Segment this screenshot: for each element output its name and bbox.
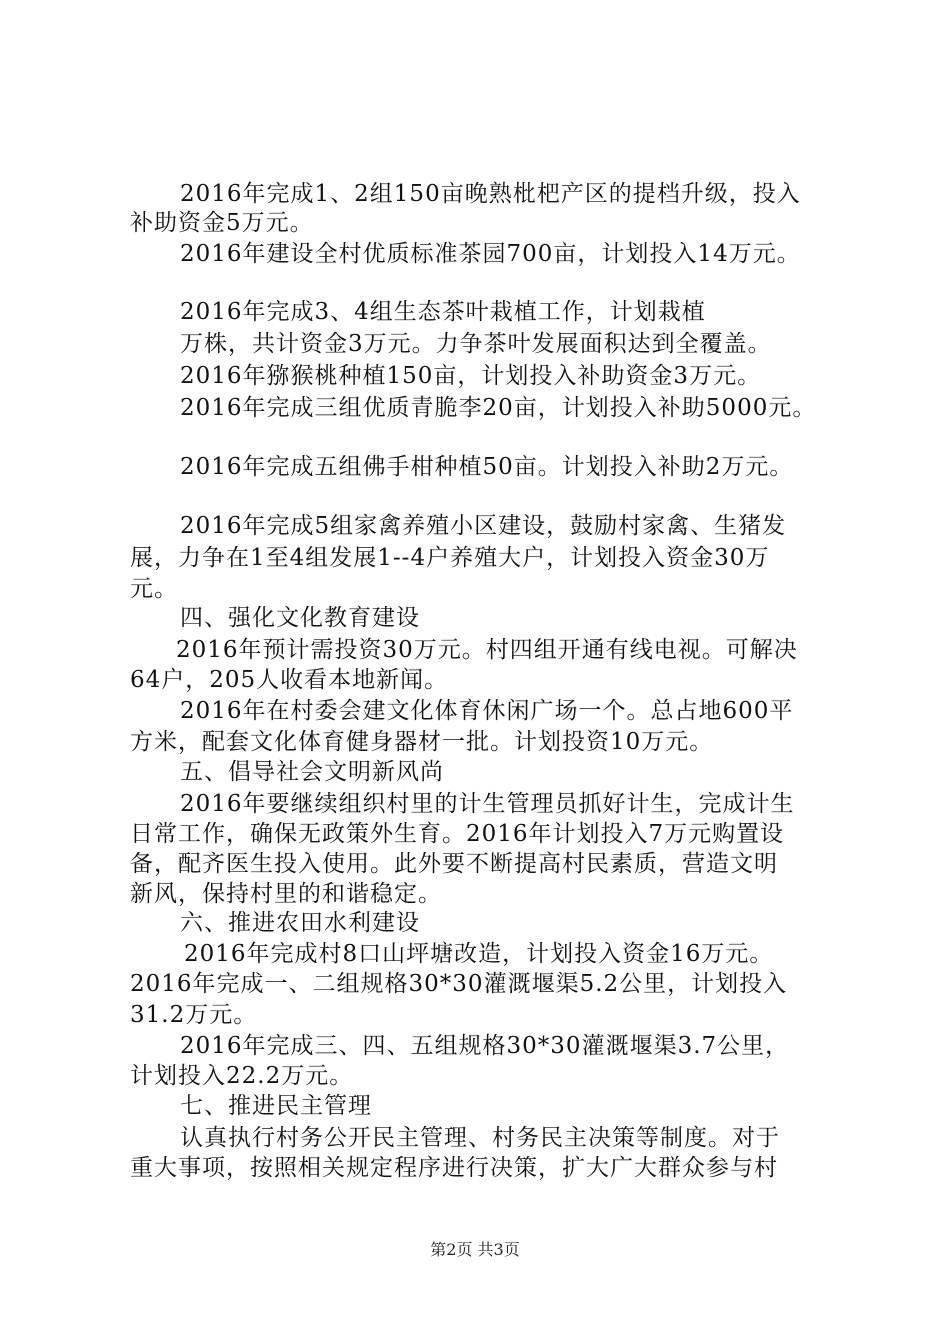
text-line: 2016年要继续组织村里的计生管理员抓好计生，完成计生 [180, 791, 795, 817]
text-line: 2016年完成5组家禽养殖小区建设，鼓励村家禽、生猪发 [180, 513, 787, 539]
text-line: 计划投入22.2万元。 [130, 1063, 354, 1089]
section-heading: 四、强化文化教育建设 [180, 605, 420, 631]
text-line: 日常工作，确保无政策外生育。2016年计划投入7万元购置设 [130, 821, 785, 847]
text-line: 2016年建设全村优质标准茶园700亩，计划投入14万元。 [180, 241, 801, 267]
text-line: 万株，共计资金3万元。力争茶叶发展面积达到全覆盖。 [180, 331, 772, 357]
text-line: 2016年完成三、四、五组规格30*30灌溉堰渠3.7公里， [180, 1033, 790, 1059]
text-line: 2016年完成1、2组150亩晚熟枇杷产区的提档升级，投入 [180, 181, 801, 207]
section-heading: 五、倡导社会文明新风尚 [180, 759, 444, 785]
text-line: 补助资金5万元。 [130, 210, 314, 236]
text-line: 2016年完成一、二组规格30*30灌溉堰渠5.2公里，计划投入 [130, 971, 788, 997]
text-line: 方米，配套文化体育健身器材一批。计划投资10万元。 [130, 729, 714, 755]
text-line: 2016年在村委会建文化体育休闲广场一个。总占地600平 [180, 698, 794, 724]
text-line: 64户，205人收看本地新闻。 [130, 667, 449, 693]
page-footer: 第2页 共3页 [430, 1240, 520, 1259]
text-line: 2016年完成村8口山坪塘改造，计划投入资金16万元。 [184, 941, 774, 967]
text-line: 2016年预计需投资30万元。村四组开通有线电视。可解决 [176, 637, 798, 663]
text-line: 备，配齐医生投入使用。此外要不断提高村民素质，营造文明 [130, 851, 778, 877]
section-heading: 六、推进农田水利建设 [180, 910, 420, 936]
text-line: 新风，保持村里的和谐稳定。 [130, 881, 442, 907]
text-line: 2016年完成三组优质青脆李20亩，计划投入补助5000元。 [180, 395, 817, 421]
text-line: 2016年完成3、4组生态茶叶栽植工作，计划栽植 [180, 299, 706, 325]
text-line: 展，力争在1至4组发展1--4户养殖大户，计划投入资金30万 [130, 545, 770, 571]
text-line: 2016年猕猴桃种植150亩，计划投入补助资金3万元。 [180, 363, 762, 389]
text-line: 认真执行村务公开民主管理、村务民主决策等制度。对于 [180, 1125, 780, 1151]
text-line: 2016年完成五组佛手柑种植50亩。计划投入补助2万元。 [180, 454, 794, 480]
text-line: 元。 [130, 576, 178, 602]
text-line: 31.2万元。 [130, 1002, 258, 1028]
section-heading: 七、推进民主管理 [180, 1093, 372, 1119]
text-line: 重大事项，按照相关规定程序进行决策，扩大广大群众参与村 [130, 1155, 778, 1181]
